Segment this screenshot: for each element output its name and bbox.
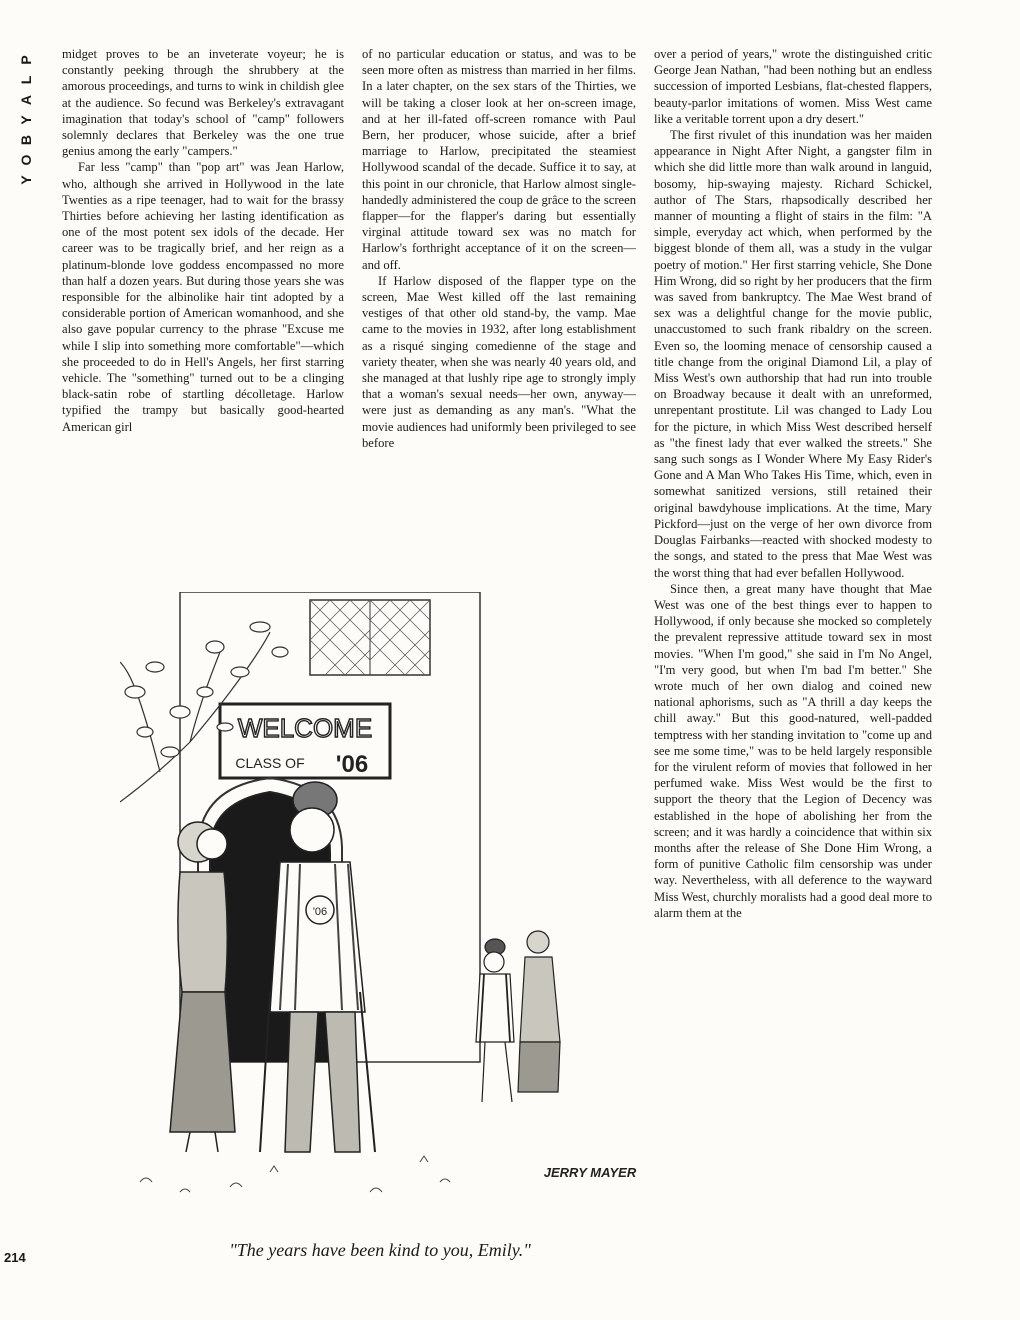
paragraph: The first rivulet of this inundation was her maiden appearance in Night After Night, a gangster film in which she did little more than walk around in languid, bosomy, hip-swaying majesty. Richard Schickel, author of The Stars, rhapsodically described her manner of mounting a flight of stairs in the film: "A simple, everyday act which, when performed by the biggest blonde of them all, was a study in the vulgar poetry of motion." Her first starring vehicle, She Done Him Wrong, did so right by her producers that the firm was saved from bankruptcy. The Mae West brand of sex was a delightful change for the movie public, unaccustomed to such frank ribaldry on the screen. Even so, the looming menace of censorship caused a title change from the original Diamond Lil, a play of Miss West's own authorship that had run into trouble on Broadway because it dealt with an unreformed, unrepentant prostitute. Lil was changed to Lady Lou for the picture, in which Miss West described herself as "the finest lady that ever walked the streets." She sang such songs as I Wonder Where My Easy Rider's Gone and A Man Who Takes His Time, which, even in somewhat sanitized versions, still retained their original bawdyhouse implications. At the time, Mary Pickford—just on the verge of her own divorce from Douglas Fairbanks—reacted with shocked modesty to the songs, and stated to the press that Mae West was the worst thing that had ever befallen Hollywood. [654,128,932,580]
pennant-text: '06 [312,906,328,918]
column-1 [62,46,344,435]
cartoon-illustration [120,592,640,1227]
sign-class-text: CLASS OF [235,755,305,771]
cartoon-caption: "The years have been kind to you, Emily." [229,1240,531,1260]
sign-welcome-text: WELCOME [237,713,373,743]
ground [140,1156,450,1192]
sign-year-text: '06 [335,751,369,778]
paragraph: Since then, a great many have thought that Mae West was one of the best things ever to happen to Hollywood, if only because she mocked so completely the prevalent repressive attitude toward sex in most movies. "When I'm good," she said in I'm No Angel, "I'm very good, but when I'm bad I'm better." She wrote much of her own dialog and coined new national aphorisms, such as "A thrill a day keeps the chill away." But this good-natured, well-padded temptress with her standing invitation to "come up and see me some time," was to be held largely responsible for the virulent reform of movies that followed in her perfumed wake. Miss West would be the first to support the theory that the Legion of Decency was established in the hope of abolishing her from the screen; and it was hardly a coincidence that within six months after the release of She Done Him Wrong, a form of punitive Catholic film censorship was under way. Nevertheless, with all deference to the wayward Miss West, churchly moralists had a good deal more to alarm them at the [654,581,932,920]
paragraph: midget proves to be an inveterate voyeur; he is constantly peeking through the shrubbery at the amorous proceedings, and turns to wink in childish glee at the audience. So fecund was Berkeley's extravagant imagination that today's school of "camp" followers solemnly declares that Berkeley was the one true genius among the early "campers." [62,47,344,159]
paragraph: of no particular education or status, and was to be seen more often as mistress than married in her films. In a later chapter, on the sex stars of the Thirties, we will be taking a closer look at her on-screen image, and at her ill-fated off-screen romance with Paul Bern, her producer, whose suicide, after a brief marriage to Harlow, precipitated the steamiest Hollywood scandal of the decade. Suffice it to say, at this point in our chronicle, that Harlow almost single-handedly administered the coup de grâce to the screen flapper—for the flapper's daring but essentially virginal attitude toward sex was no match for Harlow's forthright acceptance of it on the screen—and off. [362,47,636,272]
background-couple [476,931,560,1102]
column-3 [654,46,932,921]
artist-signature: JERRY MAYER [543,1165,637,1180]
paragraph: Far less "camp" than "pop art" was Jean Harlow, who, although she arrived in Hollywood in the late Twenties as a ripe teenager, had to wait for the brassy Thirties before achieving her lasting identification as one of the most potent sex idols of the decade. Her career was to be tragically brief, and her reign as a platinum-blonde love goddess encompassed no more than half a dozen years. But during those years she was responsible for the albinolike hair tint adopted by a considerable portion of American womanhood, and she also gave popular currency to the phrase "Excuse me while I slip into something more comfortable"—which she proceeded to do in Hell's Angels, her first starring vehicle. The "something" turned out to be a clinging black-satin robe of startling décolletage. Harlow typified the trampy but basically good-hearted American girl [62,160,344,434]
running-head-text: P L A Y B O Y [18,55,34,185]
paragraph: over a period of years," wrote the distinguished critic George Jean Nathan, "had been nothing but an endless succession of imported Lesbians, flat-chested flappers, beauty-parlor imitations of women. Miss West came like a veritable torrent upon a dry desert." [654,47,932,126]
running-head [6,50,46,190]
paragraph: If Harlow disposed of the flapper type on the screen, Mae West killed off the last remaining vestiges of that other old stand-by, the vamp. Mae came to the movies in 1932, after long establishment as a risqué singing comedienne of the stage and variety theater, when she was nearly 40 years old, and she managed at that lushly ripe age to strongly imply that a woman's sexual needs—her own, anyway—were just as demanding as any man's. "What the movie audiences had uniformly been privileged to see before [362,273,636,450]
page-number: 214 [4,1250,26,1265]
column-2 [362,46,636,451]
welcome-sign [220,704,390,778]
